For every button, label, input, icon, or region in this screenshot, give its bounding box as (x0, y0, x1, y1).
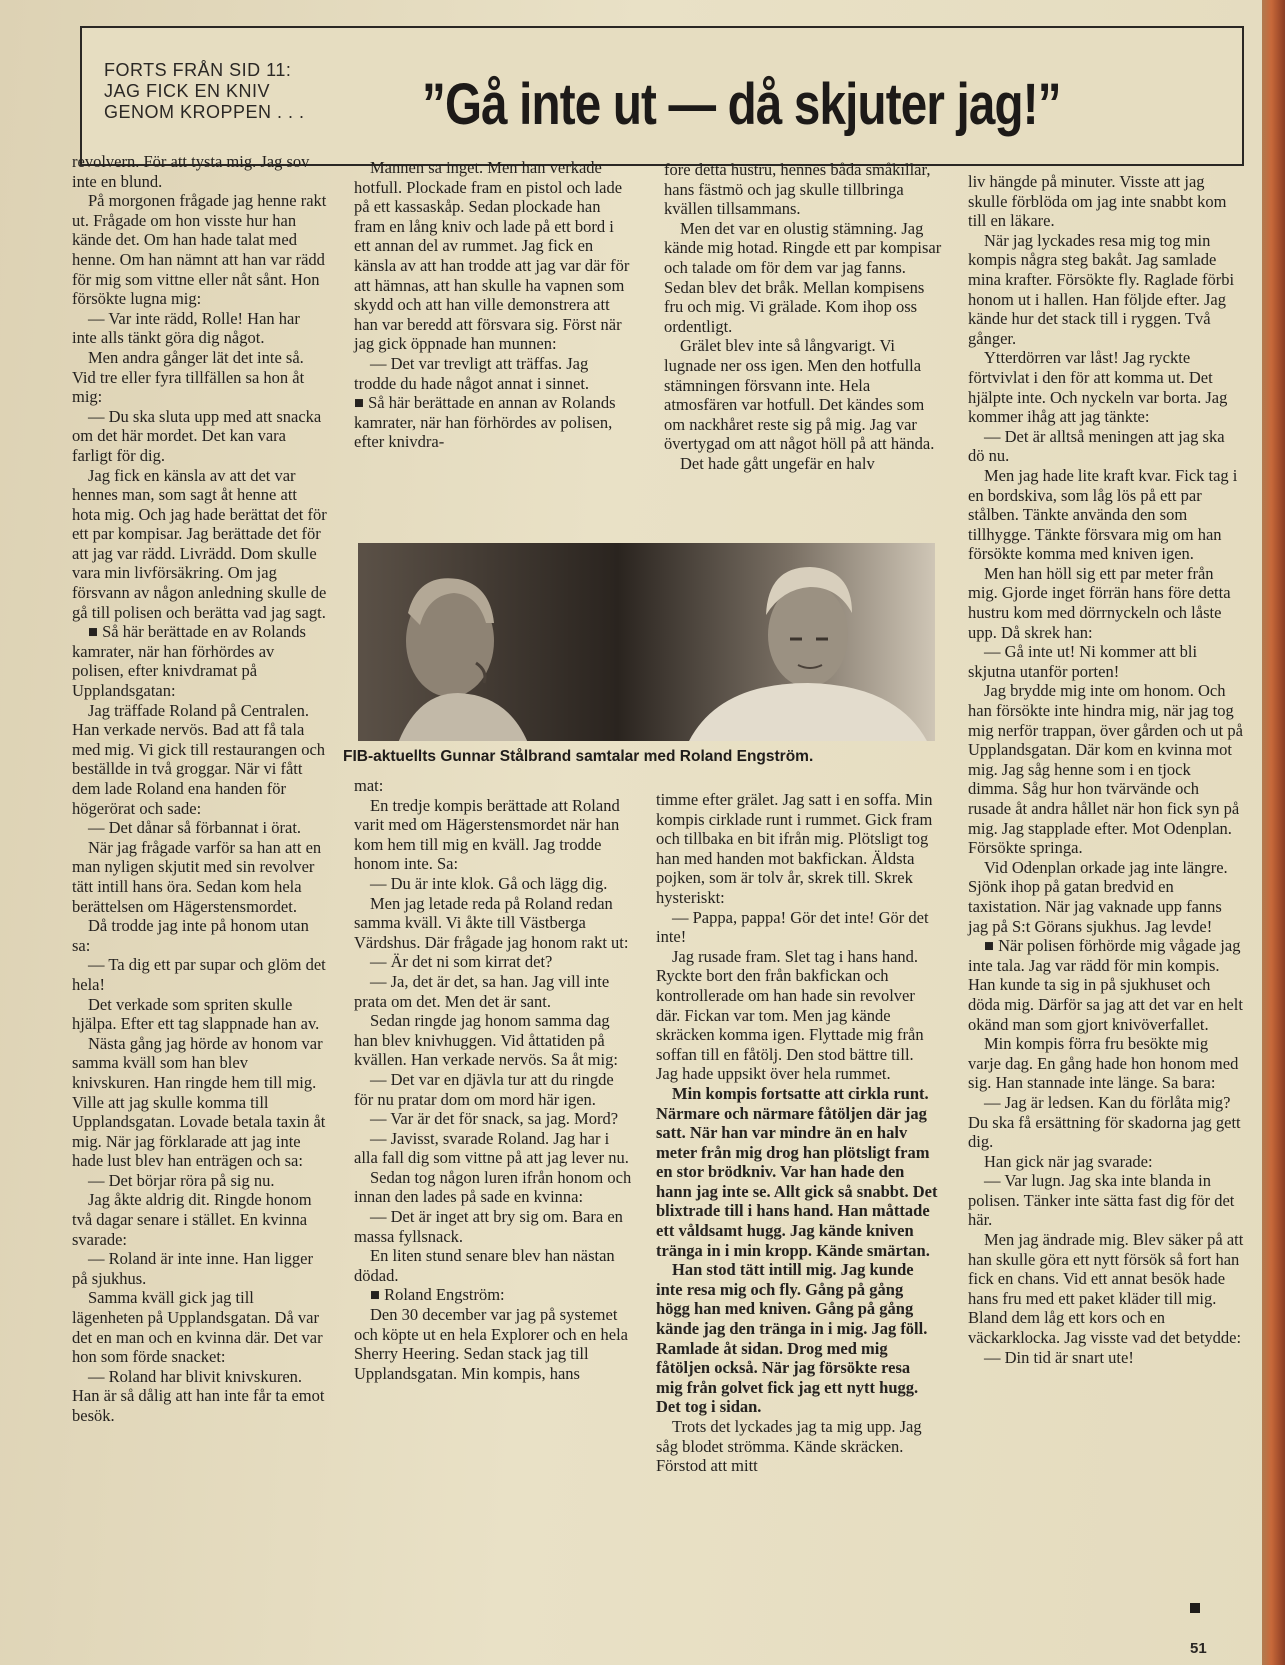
photo-caption: FIB-aktuellts Gunnar Stålbrand samtalar med Roland Engström. (343, 748, 814, 765)
paragraph: mat: (354, 776, 384, 795)
paragraph: Det hade gått ungefär en halv (680, 453, 875, 473)
paragraph: — Du ska sluta upp med att snacka om det här mordet. Det kan vara farligt för dig. (72, 406, 322, 465)
paragraph: Den 30 december var jag på systemet och köpte ut en hela Explorer och en hela Sherry Heering. Sedan stack jag till Upplandsgatan. Min kompis, hans (354, 1305, 628, 1383)
paragraph: Mannen sa inget. Men han verkade hotfull. Plockade fram en pistol och lade på ett kassaskåp. Sedan plockade han fram en lång kniv och lade på ett bord i ett annan del av rummet. Jag fick en känsla av att han trodde att jag var där för att hämnas, att han skulle ha vapnen som skydd och att han ville demonstrera att han var beredd att försvara sig. Först när jag gick öppnade han munnen: (354, 158, 630, 354)
text-column-2-bottom (354, 776, 632, 1383)
paragraph: — Det är alltså meningen att jag ska dö nu. (968, 426, 1225, 466)
paragraph: Ytterdörren var låst! Jag ryckte förtvivlat i den för att komma ut. Det hjälpte inte. Och nyckeln var borta. Jag kommer ihåg att jag tänkte: (968, 348, 1228, 427)
paragraph: Men jag ändrade mig. Blev säker på att han skulle göra ett nytt försök så fort han fick en chans. Vid ett annat besök hade hans fru med ett paket kläder till mig. Bland dem låg ett kors och en väckarklocka. Jag visste vad det betydde: (968, 1230, 1244, 1348)
paragraph: — Pappa, pappa! Gör det inte! Gör det inte! (656, 907, 929, 947)
paragraph: Jag åkte aldrig dit. Ringde honom två dagar senare i stället. En kvinna svarade: (72, 1190, 312, 1249)
paragraph: Jag träffade Roland på Centralen. Han verkade nervös. Bad att få tala med mig. Vi gick till restaurangen och beställde in två groggar. När vi fått dem lade Roland ena handen för högerörat och sade: (72, 700, 326, 818)
paragraph: — Var lugn. Jag ska inte blanda in polisen. Tänker inte sätta fast dig för det här. (968, 1171, 1235, 1230)
paragraph: — Gå inte ut! Ni kommer att bli skjutna utanför porten! (968, 642, 1198, 681)
paragraph: ■ Så här berättade en annan av Rolands kamrater, när han förhördes av polisen, efter knivdra- (354, 393, 616, 452)
paragraph: — Roland har blivit knivskuren. Han är så dålig att han inte får ta emot besök. (72, 1366, 325, 1425)
interview-photo (358, 543, 935, 741)
paragraph: Men jag letade reda på Roland redan samma kväll. Vi åkte till Västberga Värdshus. Där frågade jag honom rakt ut: (354, 893, 629, 952)
paragraph: Sedan ringde jag honom samma dag han blev knivhuggen. Vid åttatiden på kvällen. Han verkade nervös. Sa åt mig: (354, 1011, 618, 1070)
header-box (80, 26, 1244, 166)
paragraph: liv hängde på minuter. Visste att jag skulle förblöda om jag inte snabbt kom till en läkare. (968, 172, 1227, 231)
adjacent-page-edge (1262, 0, 1285, 1665)
text-column-2-top (354, 158, 632, 452)
paragraph: — Du är inte klok. Gå och lägg dig. (370, 873, 608, 893)
paragraph: När jag frågade varför sa han att en man nyligen skjutit med sin revolver tätt intill hans öra. Sedan kom hela berättelsen om Hägerstensmordet. (72, 837, 322, 916)
paragraph: — Det dånar så förbannat i örat. (88, 818, 302, 838)
paragraph: — Det var en djävla tur att du ringde för nu pratar dom om mord här igen. (354, 1069, 614, 1109)
paragraph: Men han höll sig ett par meter från mig. Gjorde inget förrän hans före detta hustru kom med dörrnyckeln och låste upp. Då skrek han: (968, 563, 1231, 642)
paragraph: — Det är inget att bry sig om. Bara en massa fyllsnack. (354, 1207, 623, 1246)
headline: ”Gå inte ut — då skjuter jag!” (422, 72, 1061, 137)
paragraph: ■ När polisen förhörde mig vågade jag inte tala. Jag var rädd för min kompis. Han kunde ta sig in på sjukhuset och döda mig. Därför sa jag att det var en helt okänd man som gjort knivöverfallet. (968, 936, 1243, 1034)
paragraph: — Ja, det är det, sa han. Jag vill inte prata om det. Men det är sant. (354, 971, 610, 1011)
paragraph: — Var är det för snack, sa jag. Mord? (370, 1109, 619, 1129)
paragraph: — Det var trevligt att träffas. Jag trodde du hade något annat i sinnet. (354, 353, 590, 393)
paragraph: — Var inte rädd, Rolle! Han har inte alls tänkt göra dig något. (72, 308, 300, 348)
paragraph: ■ Så här berättade en av Rolands kamrater, när han förhördes av polisen, efter knivdramat på Upplandsgatan: (72, 622, 306, 701)
paragraph: — Javisst, svarade Roland. Jag har i alla fall dig som vittne på att jag lever nu. (354, 1128, 629, 1168)
paragraph: ■ Roland Engström: (370, 1285, 505, 1305)
paragraph: När jag lyckades resa mig tog min kompis några steg bakåt. Jag samlade mina krafter. Försökte fly. Raglade förbi honom ut i hallen. Han följde efter. Jag kände hur det stack till i ryggen. Två gånger. (968, 230, 1235, 348)
paragraph: Men det var en olustig stämning. Jag kände mig hotad. Ringde ett par kompisar och talade om för dem var jag fanns. Sedan blev det bråk. Mellan kompisens fru och mig. Vi grälade. Kom ihop oss ordentligt. (664, 218, 942, 336)
paragraph: Min kompis fortsatte att cirkla runt. Närmare och närmare fåtöljen där jag satt. När han var mindre än en halv meter från mig drog han plötsligt fram en stor brödkniv. Var han hade den hann jag inte se. Allt gick så snabbt. Det blixtrade till i hans hand. Han måttade ett våldsamt hugg. Jag kände kniven tränga in i min kropp. Kände smärtan. (656, 1083, 938, 1260)
paragraph: Sedan tog någon luren ifrån honom och innan den lades på sade en kvinna: (354, 1167, 632, 1207)
paragraph: före detta hustru, hennes båda småkillar, hans fästmö och jag skulle tillbringa kvällen tillsammans. (664, 160, 931, 219)
paragraph: — Ta dig ett par supar och glöm det hela! (72, 955, 326, 994)
kicker-line: GENOM KROPPEN . . . (104, 102, 305, 122)
page-number: 51 (1190, 1640, 1207, 1657)
continuation-kicker (104, 60, 334, 123)
text-column-3-bottom (656, 790, 938, 1476)
paragraph: Jag brydde mig inte om honom. Och han försökte inte hindra mig, när jag tog mig nerför trappan, över gården och ut på Upplandsgatan. Där kom en kvinna mot mig. Jag såg henne som i en tjock dimma. Såg hur hon tvärvände och rusade åt andra hållet när hon fick syn på mig. Jag stapplade efter. Mot Odenplan. Försökte springa. (968, 681, 1243, 858)
paragraph: — Är det ni som kirrat det? (370, 952, 553, 972)
paragraph: timme efter grälet. Jag satt i en soffa. Min kompis cirklade runt i rummet. Gick fram och tillbaka en bit ifrån mig. Plötsligt tog han med handen mot bakfickan. Äldsta pojken, som är tolv år, skrek till. Skrek hysteriskt: (656, 790, 933, 907)
kicker-line: JAG FICK EN KNIV (104, 81, 271, 101)
end-of-article-mark (1190, 1603, 1200, 1613)
paragraph: Samma kväll gick jag till lägenheten på Upplandsgatan. Då var det en man och en kvinna där. Det var hon som förde snacket: (72, 1288, 323, 1367)
paragraph: Nästa gång jag hörde av honom var samma kväll som han blev knivskuren. Han ringde hem till mig. Ville att jag skulle komma till Upplandsgatan. Lovade betala taxin åt mig. När jag förklarade att jag inte hade lust blev han enträgen och sa: (72, 1033, 326, 1171)
paragraph: Då trodde jag inte på honom utan sa: (72, 916, 309, 955)
paragraph: Min kompis förra fru besökte mig varje dag. En gång hade hon honom med sig. Han stannade inte länge. Sa bara: (968, 1034, 1239, 1093)
text-column-1 (72, 152, 328, 1426)
paragraph: Vid Odenplan orkade jag inte längre. Sjönk ihop på gatan bredvid en taxistation. När jag vaknade upp fanns jag på S:t Görans sjukhus. Jag levde! (968, 857, 1228, 936)
text-column-3-top (664, 160, 942, 474)
paragraph: Men andra gånger lät det inte så. Vid tre eller fyra tillfällen sa hon åt mig: (72, 347, 305, 407)
paragraph: Jag fick en känsla av att det var hennes man, som sagt åt henne att hota mig. Och jag hade berättat det för ett par kompisar. Jag berättade det för att jag var rädd. Livrädd. Dom skulle vara min livförsäkring. Om jag försvann av någon anledning skulle de gå till polisen och berätta vad jag sagt. (72, 465, 327, 622)
paragraph: Han gick när jag svarade: (984, 1151, 1153, 1171)
paragraph: revolvern. För att tysta mig. Jag sov inte en blund. (72, 152, 310, 191)
paragraph: — Din tid är snart ute! (984, 1347, 1134, 1367)
photo-illustration (358, 543, 935, 741)
paragraph: Trots det lyckades jag ta mig upp. Jag såg blodet strömma. Kände skräcken. Förstod att mitt (656, 1417, 922, 1476)
paragraph: — Det börjar röra på sig nu. (88, 1170, 275, 1190)
kicker-line: FORTS FRÅN SID 11: (104, 60, 292, 80)
paragraph: — Jag är ledsen. Kan du förlåta mig? Du ska få ersättning för skadorna jag gett dig. (968, 1092, 1241, 1152)
paragraph: En liten stund senare blev han nästan dödad. (354, 1246, 615, 1285)
paragraph: En tredje kompis berättade att Roland varit med om Hägerstensmordet när han kom hem till mig en kväll. Jag trodde honom inte. Sa: (354, 795, 620, 874)
paragraph: — Roland är inte inne. Han ligger på sjukhus. (72, 1249, 313, 1288)
paragraph: På morgonen frågade jag henne rakt ut. Frågade om hon visste hur han kände det. Om han hade talat med henne. Om han nämnt att han var rädd för mig som vittne eller nåt sånt. Hon försökte lugna mig: (72, 191, 327, 309)
paragraph: Grälet blev inte så långvarigt. Vi lugnade ner oss igen. Men den hotfulla stämningen försvann inte. Hela atmosfären var hotfull. Det kändes som om nackhåret reste sig på mig. Jag var övertygad om att något höll på att hända. (664, 336, 935, 454)
paragraph: Jag rusade fram. Slet tag i hans hand. Ryckte bort den från bakfickan och kontrollerade om han hade sin revolver där. Fickan var tom. Men jag kände skräcken komma igen. Flyttade mig från soffan till en fåtölj. Den stod bättre till. Jag hade uppsikt över hela rummet. (656, 946, 924, 1084)
paragraph: Han stod tätt intill mig. Jag kunde inte resa mig och fly. Gång på gång högg han med kniven. Gång på gång kände jag den tränga in i mig. Jag föll. Ramlade åt sidan. Drog med mig fåtöljen också. När jag försökte resa mig från golvet fick jag ett nytt hugg. Det tog i sidan. (656, 1260, 928, 1417)
paragraph: Det verkade som spriten skulle hjälpa. Efter ett tag slappnade han av. (72, 994, 320, 1034)
paragraph: Men jag hade lite kraft kvar. Fick tag i en bordskiva, som låg lös på ett par stålben. Tänkte använda den som tillhygge. Tänkte försvara mig om han försökte komma med kniven igen. (968, 465, 1238, 564)
text-column-4 (968, 172, 1244, 1367)
